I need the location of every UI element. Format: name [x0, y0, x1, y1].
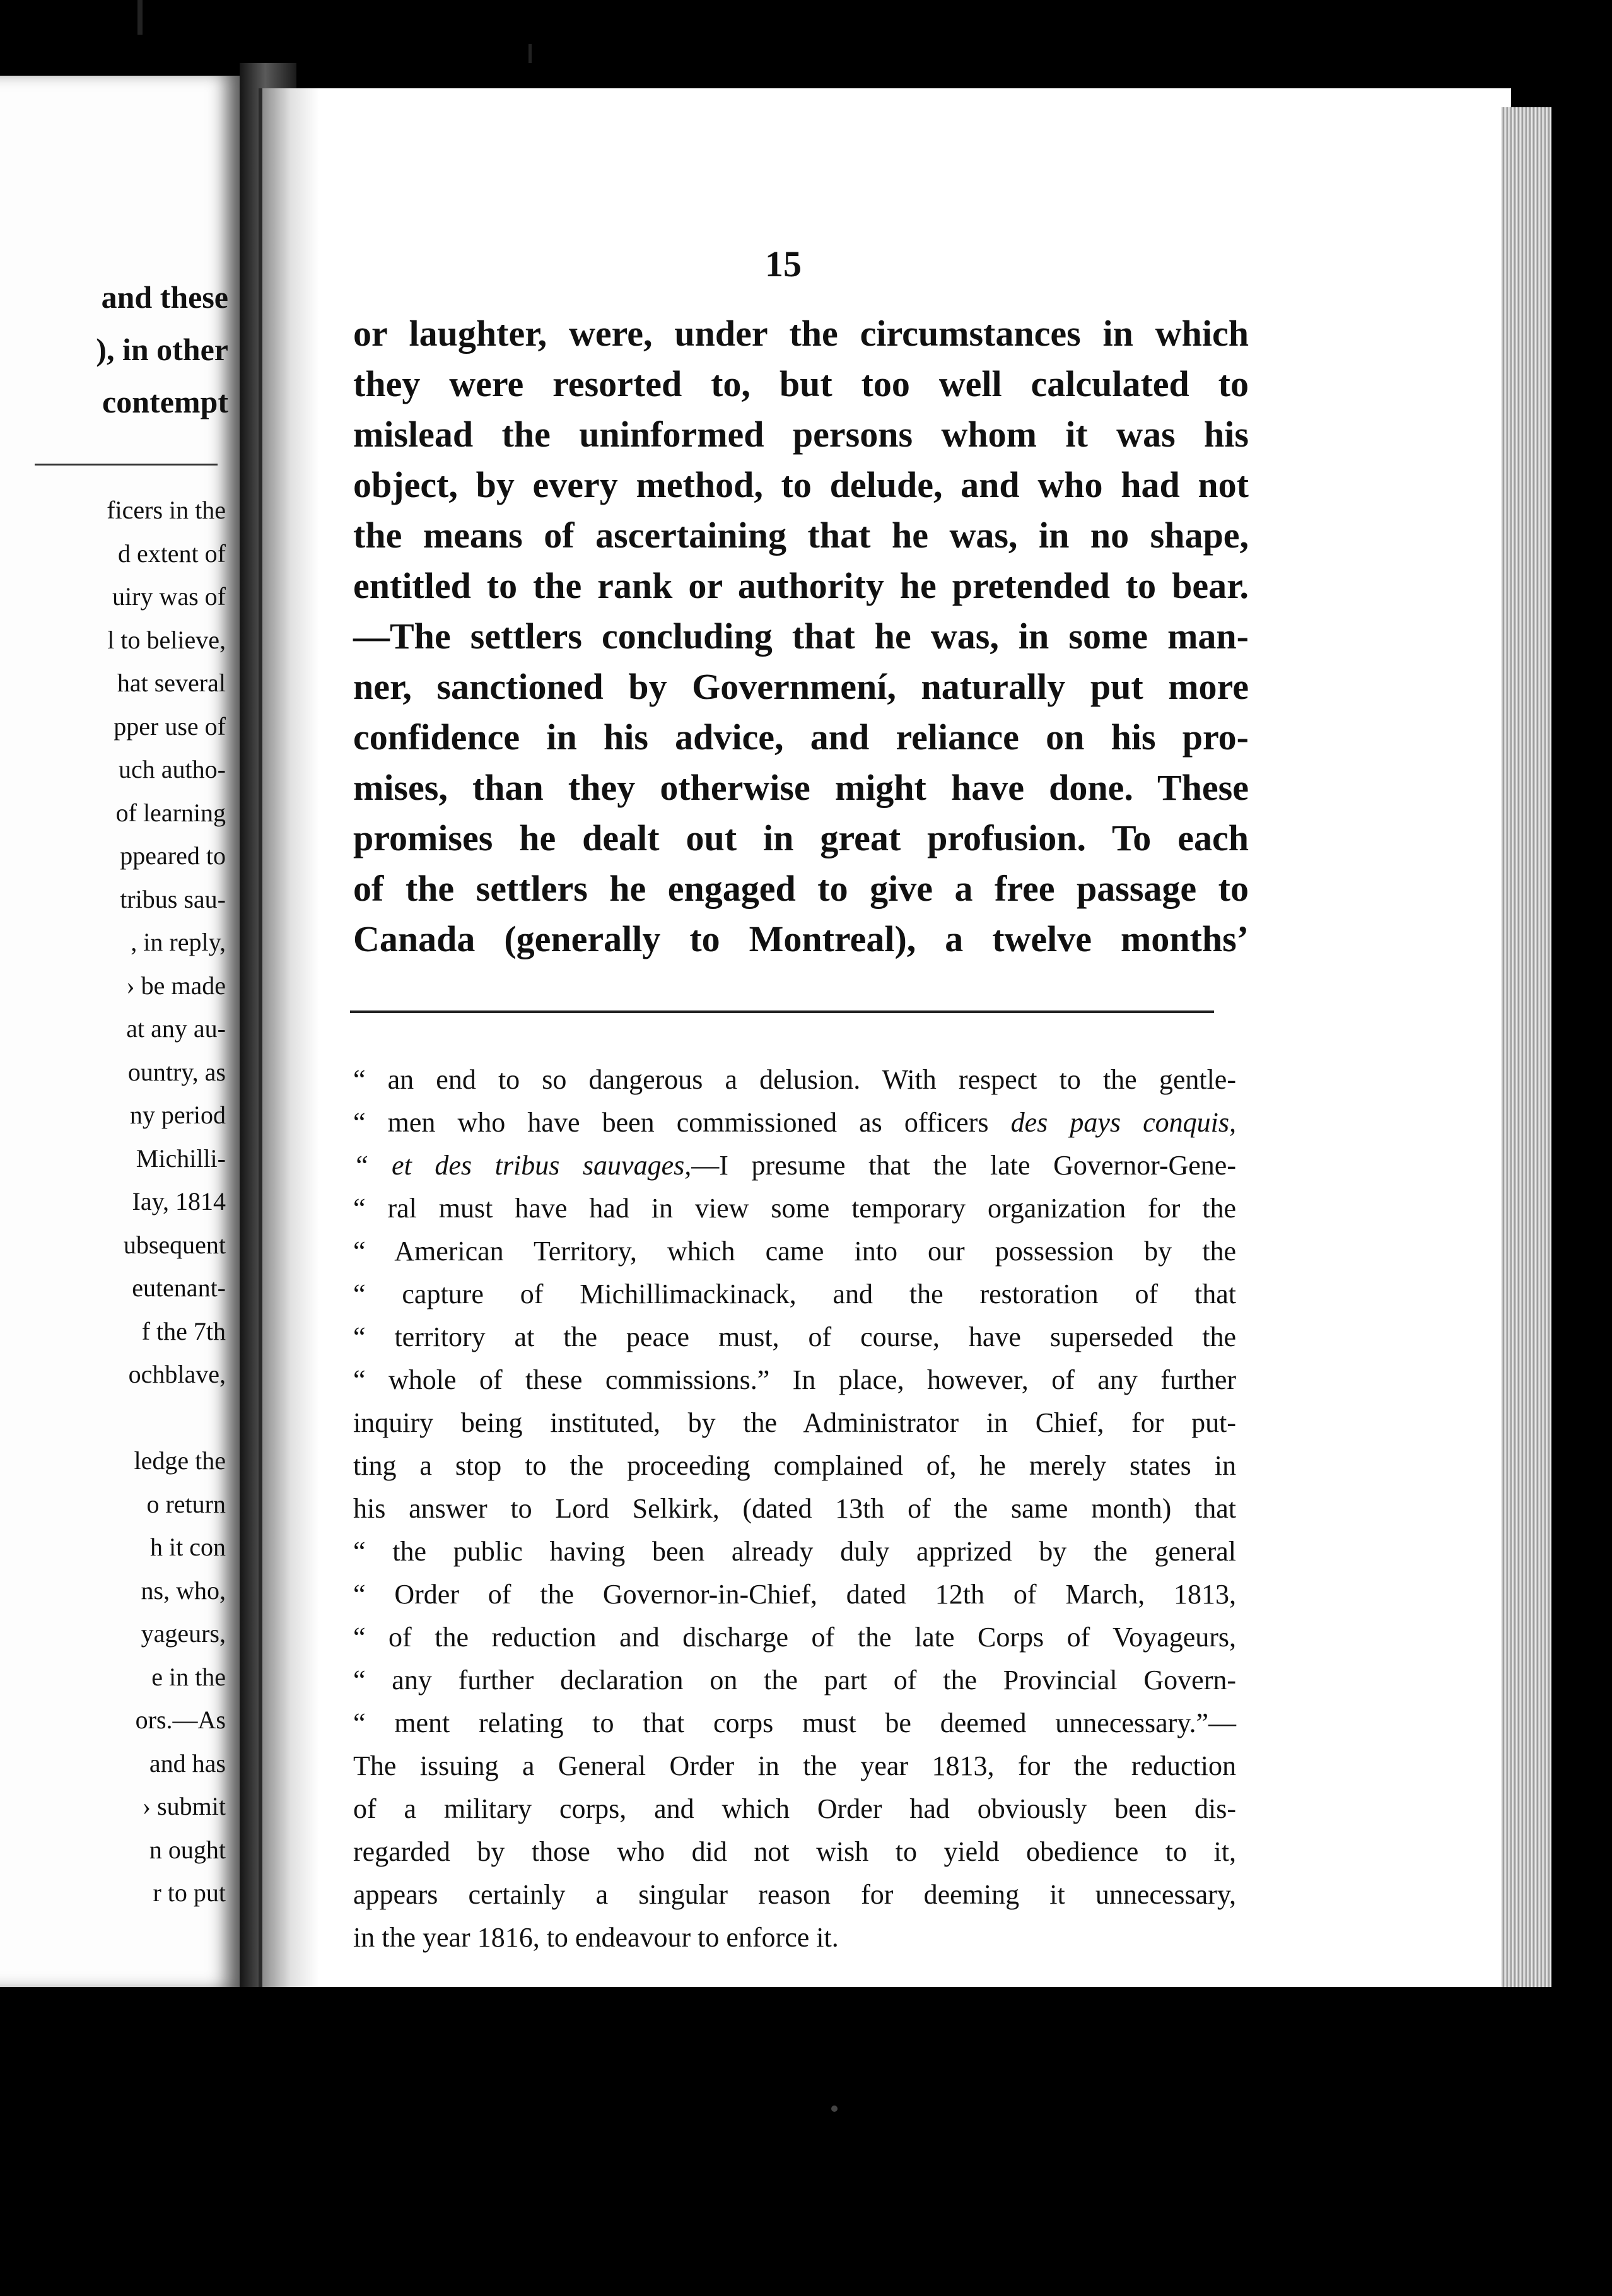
footnote-italic: des pays conquis, — [1010, 1107, 1236, 1138]
scan-bottom-edge — [0, 1987, 1612, 2296]
footnote-line: ting a stop to the proceeding complained of, he merely states in — [353, 1450, 1236, 1481]
footnote-line: “ any further declaration on the part of the Provincial Govern- — [353, 1665, 1236, 1696]
left-main-line: contempt — [102, 384, 228, 419]
left-footnote-line: , in reply, — [131, 928, 226, 956]
left-footnote-line: › be made — [126, 971, 226, 1000]
footnote-line: The issuing a General Order in the year 1813, for the reduction — [353, 1750, 1236, 1781]
footnote-line: “ an end to so dangerous a delusion. With respect to the gentle- — [353, 1064, 1236, 1095]
scan-speck — [137, 0, 143, 35]
left-main-line: ), in other — [96, 332, 228, 367]
left-footnote-line: ny period — [129, 1101, 226, 1129]
left-footnote-line: e in the — [151, 1663, 226, 1691]
left-page — [0, 76, 242, 1987]
left-footnote-line: and has — [149, 1749, 226, 1778]
main-text-line: promises he dealt out in great profusion. To each — [353, 817, 1249, 858]
left-footnote-line: at any au- — [126, 1014, 226, 1043]
left-main-line: and these — [101, 279, 228, 315]
footnote-line: “ ral must have had in view some temporary organization for the — [353, 1193, 1236, 1224]
left-footnote-line: pper use of — [114, 712, 226, 741]
left-footnote-line: h it con — [150, 1533, 226, 1561]
left-footnote-line: d extent of — [117, 539, 226, 568]
footnote-separator — [350, 1010, 1214, 1013]
left-footnote-line: ppeared to — [120, 841, 226, 870]
footnote-text: —I presume that the late Governor-Gene- — [691, 1150, 1236, 1181]
footnote-text: “ men who have been commissioned as officers — [353, 1107, 1011, 1138]
main-text-line: mises, than they otherwise might have done. These — [353, 767, 1249, 808]
footnote-line: appears certainly a singular reason for deeming it unnecessary, — [353, 1879, 1236, 1910]
page-edges — [1501, 107, 1551, 2006]
left-footnote-line: ors.—As — [135, 1706, 226, 1734]
main-text-line: confidence in his advice, and reliance on his pro- — [353, 717, 1249, 758]
left-footnote-line: yageurs, — [141, 1619, 226, 1648]
left-footnote-line: r to put — [153, 1878, 226, 1907]
left-footnote-line: o return — [146, 1490, 226, 1518]
main-text-line: they were resorted to, but too well calculated to — [353, 363, 1249, 404]
footnote-line — [353, 1152, 1236, 1180]
main-text-line: ner, sanctioned by Governmení, naturally put more — [353, 666, 1249, 707]
page-number: 15 — [765, 243, 802, 284]
footnote-line: “ capture of Michillimackinack, and the restoration of that — [353, 1279, 1236, 1309]
footnote-line: in the year 1816, to endeavour to enforce it. — [353, 1922, 839, 1953]
left-footnote-line: Iay, 1814 — [132, 1187, 226, 1215]
left-footnote-line: ficers in the — [107, 496, 226, 524]
left-footnote-line: ochblave, — [128, 1360, 226, 1388]
footnote-line: regarded by those who did not wish to yield obedience to it, — [353, 1836, 1236, 1867]
footnote-line: “ territory at the peace must, of course, have superseded the — [353, 1321, 1236, 1352]
left-footnote-line: f the 7th — [141, 1317, 226, 1345]
footnote-line: “ Order of the Governor-in-Chief, dated 12th of March, 1813, — [353, 1579, 1236, 1610]
footnote-line: “ American Territory, which came into our possession by the — [353, 1236, 1236, 1267]
left-footnote-line: ountry, as — [127, 1058, 226, 1086]
left-footnote-line: n ought — [149, 1836, 226, 1864]
left-footnote-rule — [35, 464, 218, 466]
footnote-line: “ of the reduction and discharge of the late Corps of Voyageurs, — [353, 1622, 1236, 1653]
left-footnote-line: l to believe, — [107, 626, 226, 654]
left-footnote-line: ubsequent — [123, 1231, 226, 1259]
main-text-line: object, by every method, to delude, and who had not — [353, 464, 1249, 505]
left-footnote-line: uiry was of — [112, 582, 226, 611]
left-footnote-line: eutenant- — [132, 1274, 226, 1302]
main-text-line: or laughter, were, under the circumstances in which — [353, 313, 1249, 354]
left-footnote-line: uch autho- — [119, 755, 226, 783]
footnote-line: “ whole of these commissions.” In place, however, of any further — [353, 1364, 1236, 1395]
scan-speck — [529, 44, 532, 63]
main-text-line: —The settlers concluding that he was, in some man- — [353, 616, 1249, 657]
main-text-line: mislead the uninformed persons whom it was his — [353, 414, 1249, 455]
footnote-line: of a military corps, and which Order had obviously been dis- — [353, 1793, 1236, 1824]
footnote-line: inquiry being instituted, by the Administrator in Chief, for put- — [353, 1407, 1236, 1438]
main-text-line: entitled to the rank or authority he pretended to bear. — [353, 565, 1249, 606]
footnote-line: “ the public having been already duly apprized by the general — [353, 1536, 1236, 1567]
left-footnote-line: Michilli- — [136, 1144, 226, 1173]
left-footnote-line: hat several — [117, 669, 226, 697]
left-footnote-line: of learning — [115, 799, 226, 827]
scan-speck — [831, 2106, 838, 2112]
footnote-line: his answer to Lord Selkirk, (dated 13th of the same month) that — [353, 1493, 1236, 1524]
footnote-line: “ ment relating to that corps must be deemed unnecessary.”— — [353, 1707, 1236, 1738]
left-footnote-line: › submit — [142, 1792, 226, 1820]
left-footnote-line: tribus sau- — [120, 885, 226, 913]
main-text-line: the means of ascertaining that he was, in no shape, — [353, 515, 1249, 556]
main-text-line: of the settlers he engaged to give a free passage to — [353, 868, 1249, 909]
footnote-italic: “ et des tribus sauvages, — [353, 1150, 692, 1181]
left-footnote-line: ns, who, — [141, 1576, 226, 1605]
main-text-line: Canada (generally to Montreal), a twelve months’ — [353, 918, 1249, 959]
footnote-line — [353, 1109, 1236, 1137]
left-footnote-line: ledge the — [134, 1446, 226, 1475]
